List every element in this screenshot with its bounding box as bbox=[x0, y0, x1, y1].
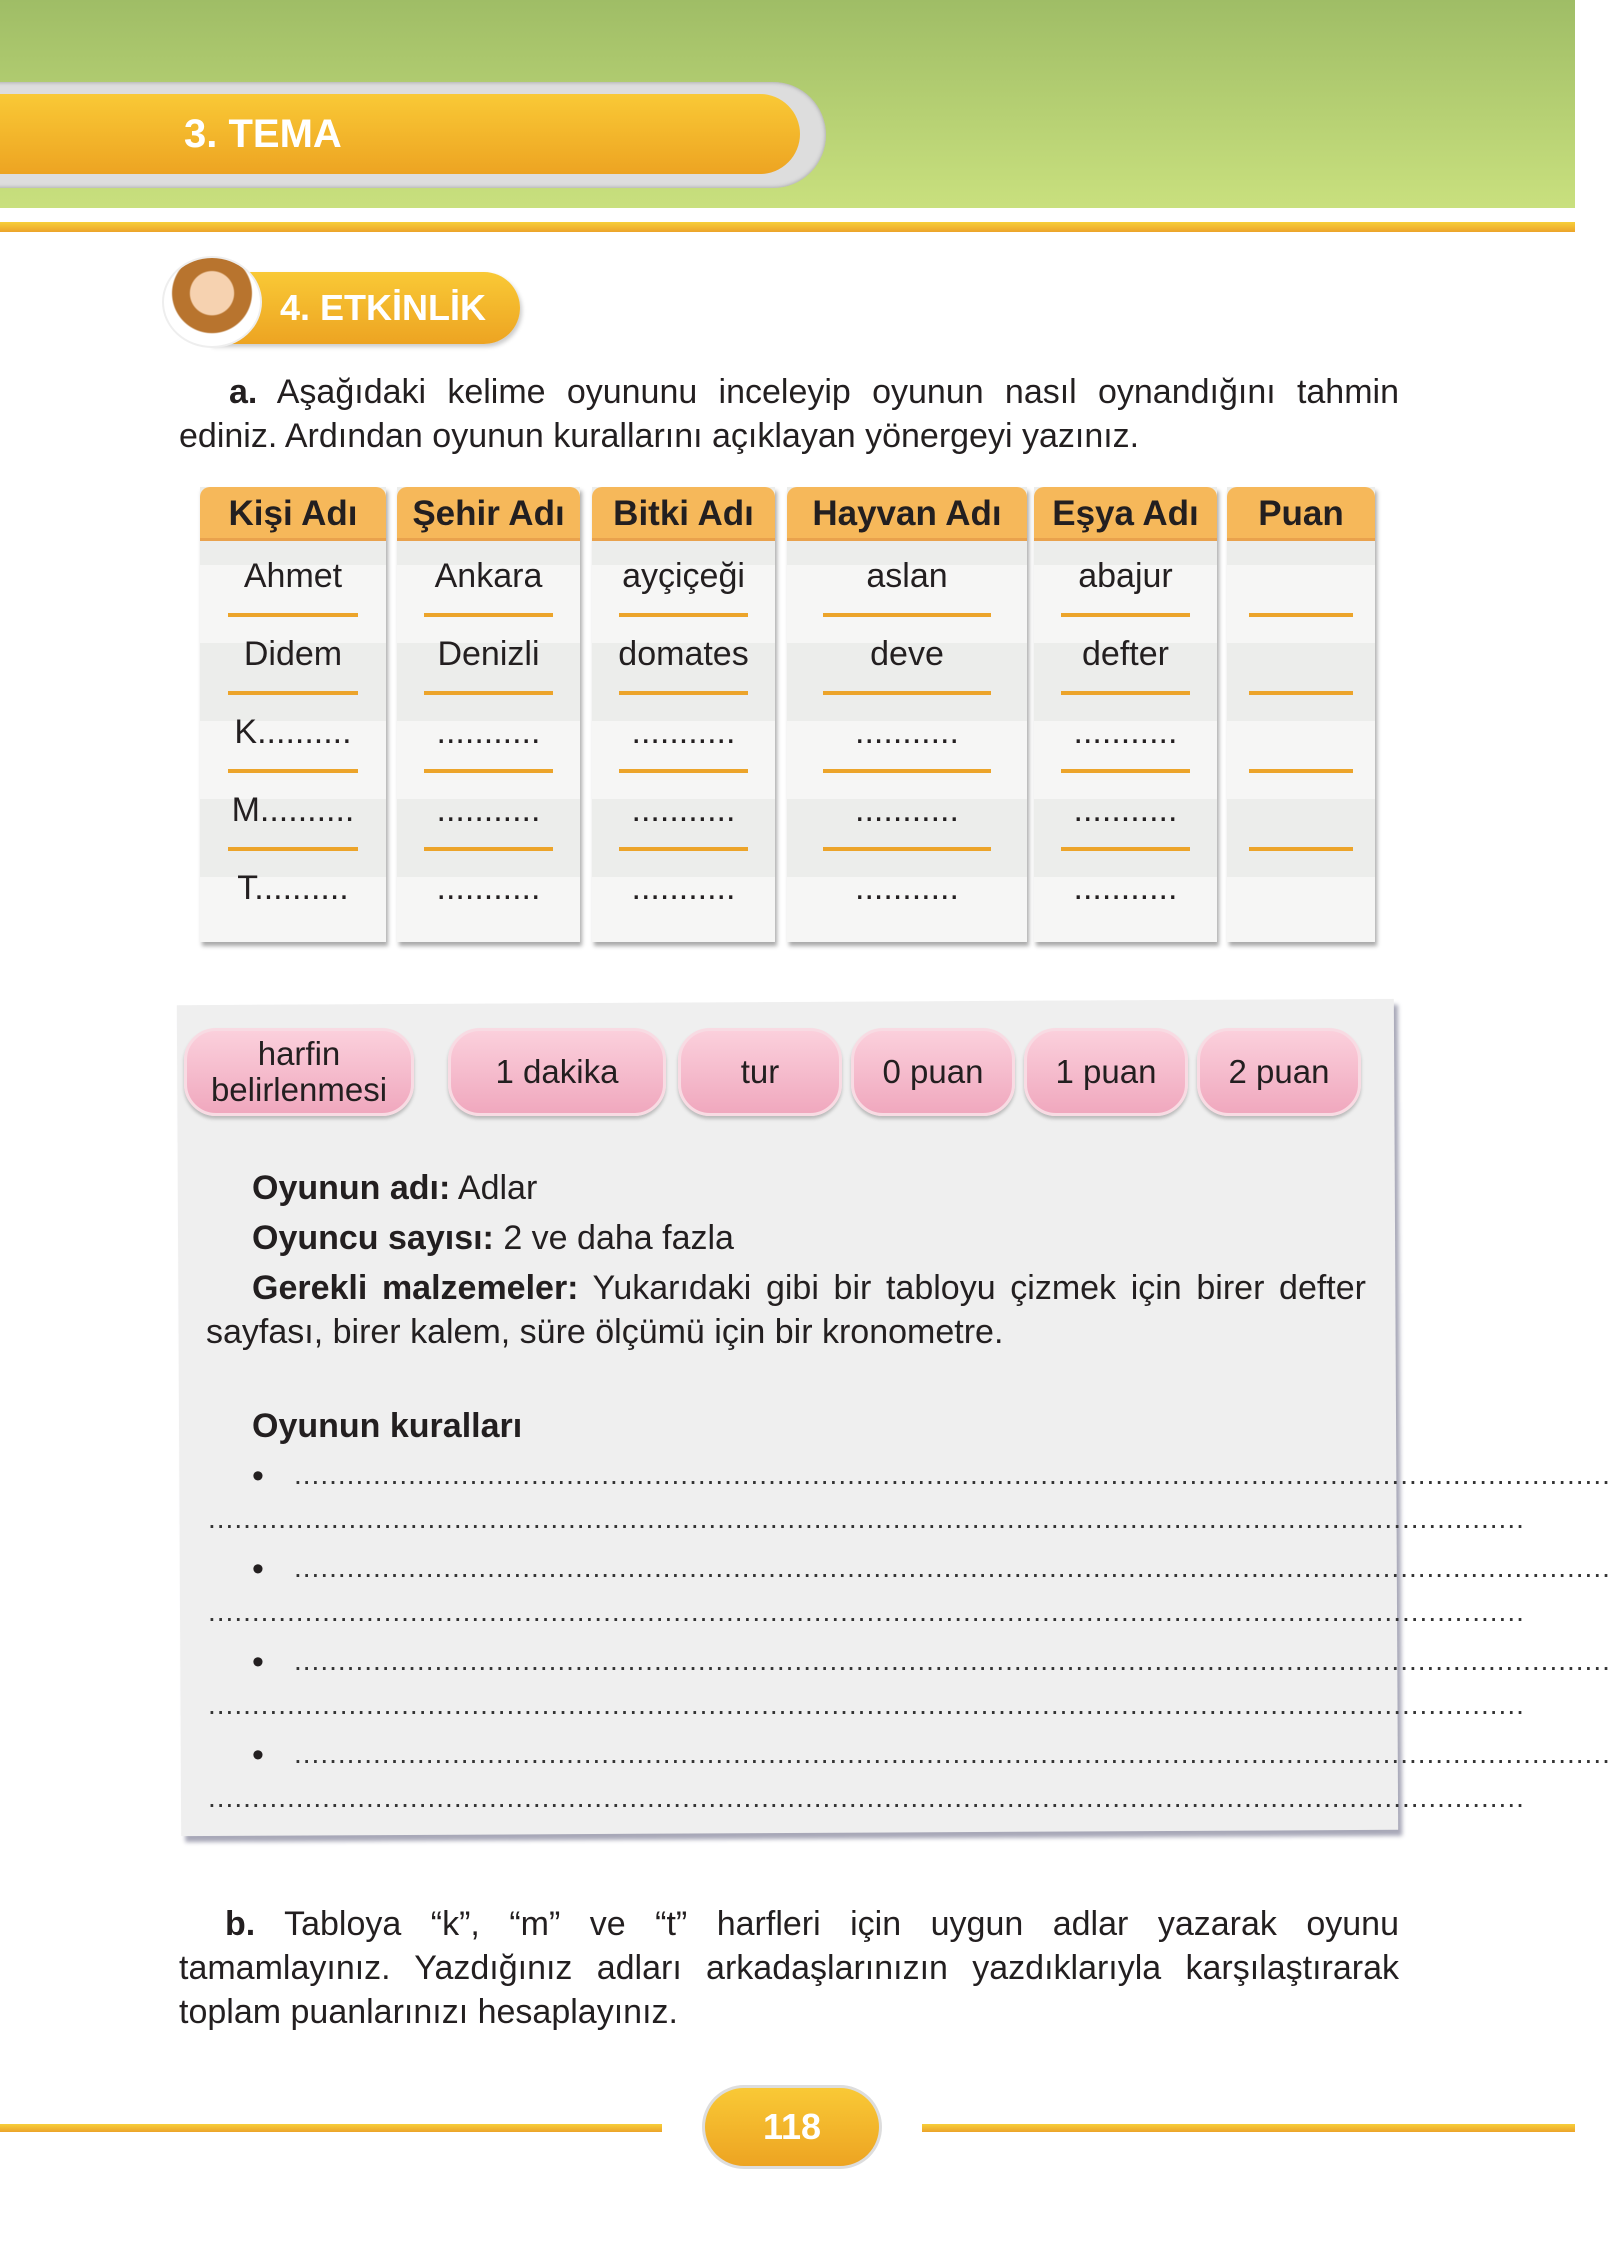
column-header: Puan bbox=[1227, 487, 1375, 541]
part-a-label: a. bbox=[229, 373, 258, 411]
theme-banner bbox=[0, 82, 826, 188]
table-cell[interactable]: T.......... bbox=[237, 869, 349, 907]
table-cell: Denizli bbox=[397, 619, 580, 697]
girl-illustration-icon bbox=[162, 256, 262, 348]
rule-answer-line[interactable]: ...................................................................................................................................................... bbox=[208, 1503, 1525, 1534]
word-pill: 0 puan bbox=[851, 1028, 1015, 1116]
table-cell[interactable]: ........... bbox=[855, 869, 959, 907]
table-cell[interactable]: ........... bbox=[787, 697, 1027, 775]
table-cell[interactable] bbox=[1227, 697, 1375, 775]
table-cell: aslan bbox=[787, 541, 1027, 619]
rules-heading-text: Oyunun kuralları bbox=[252, 1407, 523, 1445]
column-header: Hayvan Adı bbox=[787, 487, 1027, 541]
word-pill: harfin belirlenmesi bbox=[184, 1028, 414, 1116]
table-cell: defter bbox=[1034, 619, 1217, 697]
table-cell[interactable]: ........... bbox=[397, 697, 580, 775]
table-cell: domates bbox=[592, 619, 775, 697]
table-cell: Ahmet bbox=[200, 541, 386, 619]
page-number: 118 bbox=[702, 2085, 882, 2169]
table-cell[interactable] bbox=[1227, 853, 1375, 931]
part-b-text: Tabloya “k”, “m” ve “t” harfleri için uygun adlar yazarak oyunu tamamlayınız. Yazdığınız adları arkadaşlarınızın yazdıklarıyla karşılaştırarak toplam puanlarınızı hesaplayınız. bbox=[179, 1905, 1399, 2031]
table-cell[interactable]: ........... bbox=[631, 869, 736, 907]
word-pill: tur bbox=[678, 1028, 842, 1116]
rule-answer-line[interactable]: ...................................................................................................................................................... bbox=[294, 1552, 1611, 1583]
table-cell[interactable]: M.......... bbox=[200, 775, 386, 853]
table-cell[interactable]: ........... bbox=[397, 775, 580, 853]
column-header: Eşya Adı bbox=[1034, 487, 1217, 541]
divider bbox=[0, 222, 1575, 232]
table-cell[interactable] bbox=[1227, 775, 1375, 853]
word-pill: 2 puan bbox=[1197, 1028, 1361, 1116]
table-cell[interactable]: K.......... bbox=[200, 697, 386, 775]
materials-value: Yukarıdaki gibi bir tabloyu çizmek için birer defter sayfası, birer kalem, süre ölçümü için bir kronometre. bbox=[206, 1269, 1366, 1351]
table-cell: Didem bbox=[200, 619, 386, 697]
materials bbox=[206, 1266, 1366, 1354]
rule-answer-line[interactable]: ...................................................................................................................................................... bbox=[208, 1689, 1525, 1720]
rule-answer-line[interactable]: ...................................................................................................................................................... bbox=[294, 1459, 1611, 1490]
table-cell[interactable]: ........... bbox=[1034, 697, 1217, 775]
column-header: Şehir Adı bbox=[397, 487, 580, 541]
table-cell[interactable] bbox=[1227, 619, 1375, 697]
footer-line-right bbox=[922, 2124, 1575, 2132]
theme-title: 3. TEMA bbox=[0, 94, 800, 174]
player-count-label: Oyuncu sayısı: bbox=[252, 1219, 494, 1257]
part-a-instruction bbox=[179, 370, 1399, 458]
table-cell[interactable] bbox=[1227, 541, 1375, 619]
table-cell[interactable]: ........... bbox=[436, 869, 541, 907]
table-cell: abajur bbox=[1034, 541, 1217, 619]
word-pill: 1 puan bbox=[1024, 1028, 1188, 1116]
game-name bbox=[252, 1166, 537, 1210]
activity-title: 4. ETKİNLİK bbox=[210, 272, 520, 344]
player-count bbox=[252, 1216, 734, 1260]
game-name-label: Oyunun adı: bbox=[252, 1169, 451, 1207]
column-header: Bitki Adı bbox=[592, 487, 775, 541]
player-count-value: 2 ve daha fazla bbox=[503, 1219, 734, 1257]
footer-line-left bbox=[0, 2124, 662, 2132]
part-b-instruction bbox=[179, 1902, 1399, 2034]
table-column bbox=[787, 487, 1027, 942]
rule-answer-line[interactable]: ...................................................................................................................................................... bbox=[208, 1596, 1525, 1627]
rule-answer-line[interactable]: ...................................................................................................................................................... bbox=[294, 1645, 1611, 1676]
part-b-label: b. bbox=[225, 1905, 256, 1943]
table-cell: ayçiçeği bbox=[592, 541, 775, 619]
table-column bbox=[1227, 487, 1375, 942]
table-cell: Ankara bbox=[397, 541, 580, 619]
table-column bbox=[1034, 487, 1217, 942]
word-pill: 1 dakika bbox=[448, 1028, 666, 1116]
rule-answer-line[interactable]: ...................................................................................................................................................... bbox=[294, 1738, 1611, 1769]
table-cell[interactable]: ........... bbox=[1073, 869, 1178, 907]
bullet-icon: • bbox=[252, 1736, 264, 1774]
table-cell[interactable]: ........... bbox=[1034, 775, 1217, 853]
table-cell: deve bbox=[787, 619, 1027, 697]
bullet-icon: • bbox=[252, 1457, 264, 1495]
table-cell[interactable]: ........... bbox=[787, 775, 1027, 853]
bullet-icon: • bbox=[252, 1643, 264, 1681]
table-cell[interactable]: ........... bbox=[592, 697, 775, 775]
table-column bbox=[592, 487, 775, 942]
rules-heading bbox=[252, 1404, 522, 1448]
materials-label: Gerekli malzemeler: bbox=[252, 1269, 579, 1307]
table-column bbox=[397, 487, 580, 942]
table-column bbox=[200, 487, 386, 942]
rule-answer-line[interactable]: ...................................................................................................................................................... bbox=[208, 1782, 1525, 1813]
table-cell[interactable]: ........... bbox=[592, 775, 775, 853]
bullet-icon: • bbox=[252, 1550, 264, 1588]
game-name-value: Adlar bbox=[457, 1169, 538, 1207]
part-a-text: Aşağıdaki kelime oyununu inceleyip oyunun nasıl oynandığını tahmin ediniz. Ardından oyunun kurallarını açıklayan yönergeyi yazınız. bbox=[179, 373, 1399, 455]
column-header: Kişi Adı bbox=[200, 487, 386, 541]
